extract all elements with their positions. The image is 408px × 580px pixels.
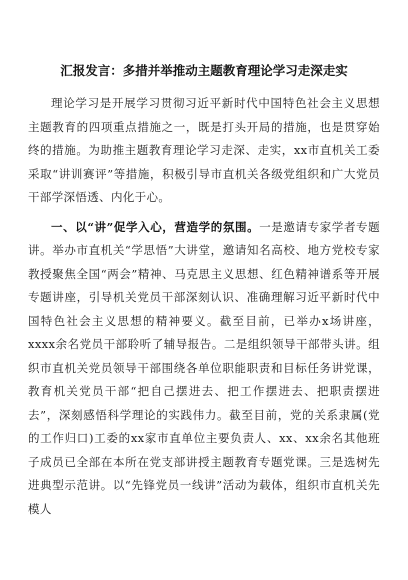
section-1-paragraph	[28, 216, 380, 522]
section-1-heading: 一、以“讲”促学入心，营造学的氛围。	[51, 219, 260, 234]
document-title: 汇报发言：多措并举推动主题教育理论学习走深走实	[60, 63, 348, 78]
intro-paragraph: 理论学习是开展学习贯彻习近平新时代中国特色社会主义思想主题教育的四项重点措施之一，既是打头开局的措施，也是贯穿始终的措施。为助推主题教育理论学习走深、走实，xx市直机关工委采取“讲训赛评”等措施，积极引导市直机关各级党组织和广大党员干部学深悟透、内化于心。	[28, 96, 380, 204]
document-body	[28, 62, 380, 521]
section-1-body: 一是邀请专家学者专题讲。举办市直机关“学思悟”大讲堂，邀请知名高校、地方党校专家教授聚焦全国“两会”精神、马克思主义思想、红色精神谱系等开展专题讲座，引导机关党员干部深刻认识、准确理解习近平新时代中国特色社会主义思想的精神要义。截至目前，已举办x场讲座，xxxx余名党员干部聆听了辅导报告。二是组织领导干部带头讲。组织市直机关党员领导干部围绕各单位职能职责和目标任务讲党课，教育机关党员干部“把自己摆进去、把工作摆进去、把职责摆进去”，深刻感悟科学理论的实践伟力。截至目前，党的关系隶属(党的工作归口)工委的xx家市直单位主要负责人、xx、xx余名其他班子成员已全部在本所在党支部讲授主题教育专题党课。三是选树先进典型示范讲。以“先锋党员一线讲”活动为载体，组织市直机关先模人	[28, 219, 381, 516]
